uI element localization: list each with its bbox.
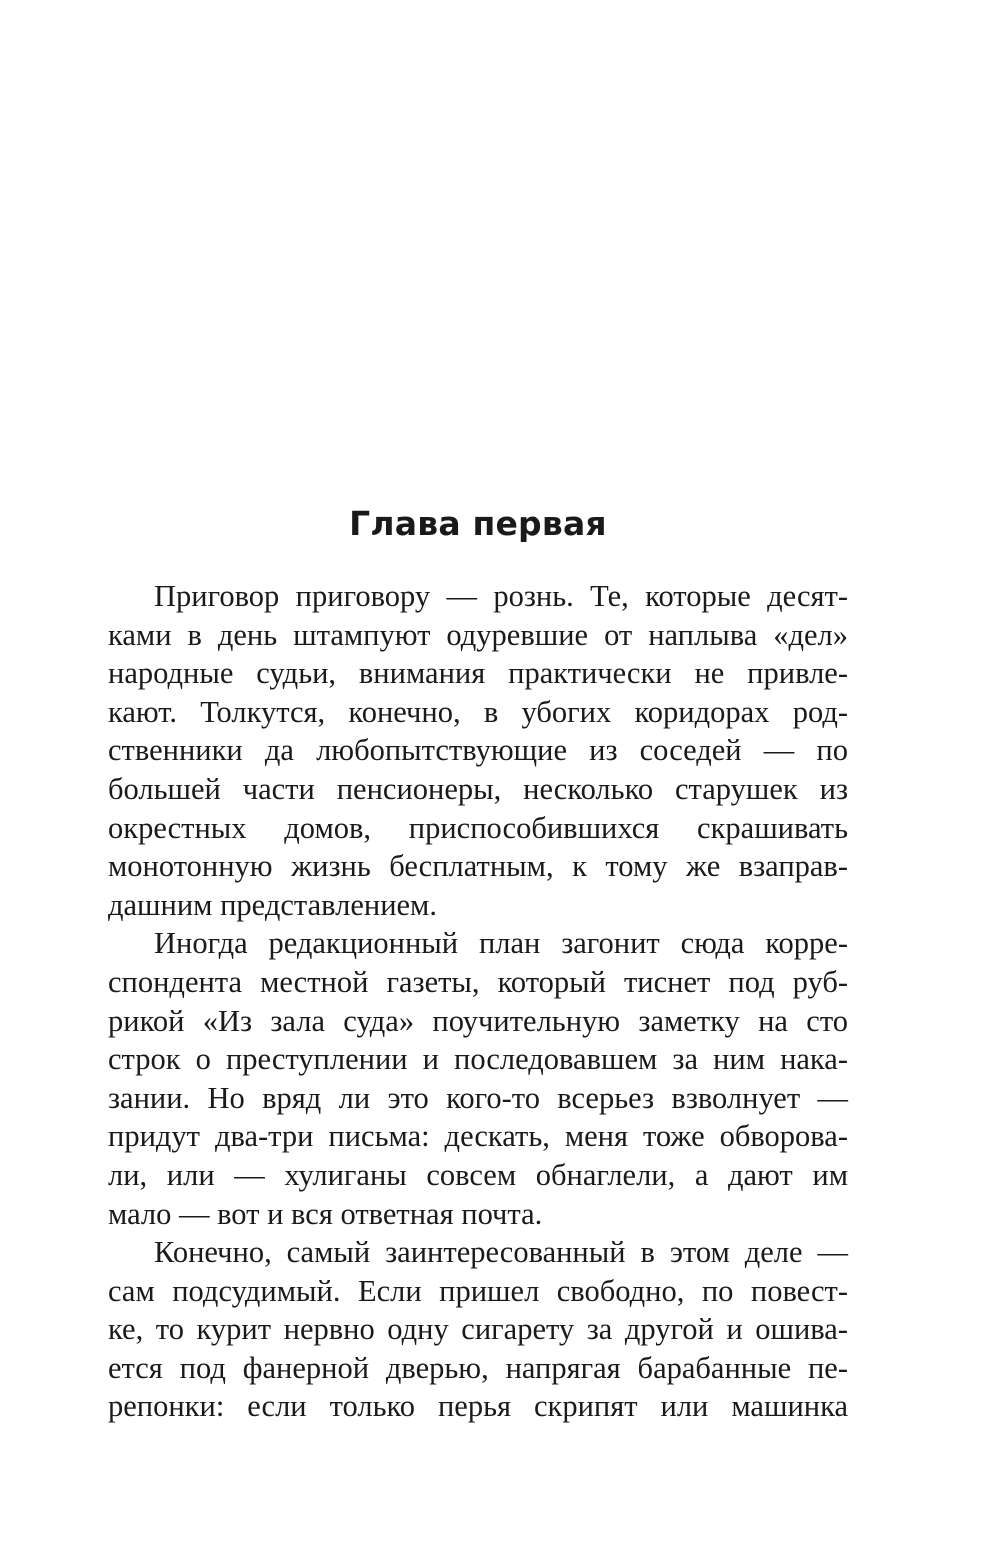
chapter-body — [108, 577, 848, 1426]
text-line: Иногда редакционный план загонит сюда корре- — [154, 926, 848, 961]
text-line: окрестных домов, приспособившихся скрашивать — [108, 810, 848, 845]
text-line: ками в день штампуют одуревшие от наплыва «дел» — [108, 617, 848, 652]
text-line: кают. Толкутся, конечно, в убогих коридорах род- — [108, 694, 848, 729]
text-line: ке, то курит нервно одну сигарету за другой и ошива- — [108, 1312, 848, 1347]
text-line: Приговор приговору — рознь. Те, которые десят- — [154, 579, 848, 613]
text-line: придут два-три письма: дескать, меня тоже обворова- — [108, 1119, 848, 1154]
text-line: спондента местной газеты, который тиснет под руб- — [108, 964, 848, 999]
text-line: зании. Но вряд ли это кого-то всерьез взволнует — — [108, 1080, 848, 1115]
text-line: народные судьи, внимания практически не привле- — [108, 656, 848, 691]
paragraph-3 — [108, 1233, 848, 1426]
text-line: репонки: если только перья скрипят или машинка — [108, 1389, 848, 1424]
text-line: строк о преступлении и последовавшем за ним нака- — [108, 1042, 848, 1077]
chapter-title: Глава первая — [349, 504, 607, 543]
paragraph-2 — [108, 924, 848, 1233]
paragraph-1 — [108, 577, 848, 924]
text-line: большей части пенсионеры, несколько старушек из — [108, 771, 848, 806]
text-line: ется под фанерной дверью, напрягая барабанные пе- — [108, 1350, 848, 1385]
text-line: Конечно, самый заинтересованный в этом деле — — [154, 1235, 848, 1270]
text-line: ственники да любопытствующие из соседей — по — [108, 733, 848, 768]
text-line: сам подсудимый. Если пришел свободно, по повест- — [108, 1273, 848, 1308]
text-line: дашним представлением. — [108, 887, 437, 922]
text-line: рикой «Из зала суда» поучительную заметку на сто — [108, 1003, 848, 1038]
text-line: мало — вот и вся ответная почта. — [108, 1196, 543, 1231]
text-line: монотонную жизнь бесплатным, к тому же взаправ- — [108, 849, 848, 884]
text-line: ли, или — хулиганы совсем обнаглели, а дают им — [108, 1157, 848, 1192]
